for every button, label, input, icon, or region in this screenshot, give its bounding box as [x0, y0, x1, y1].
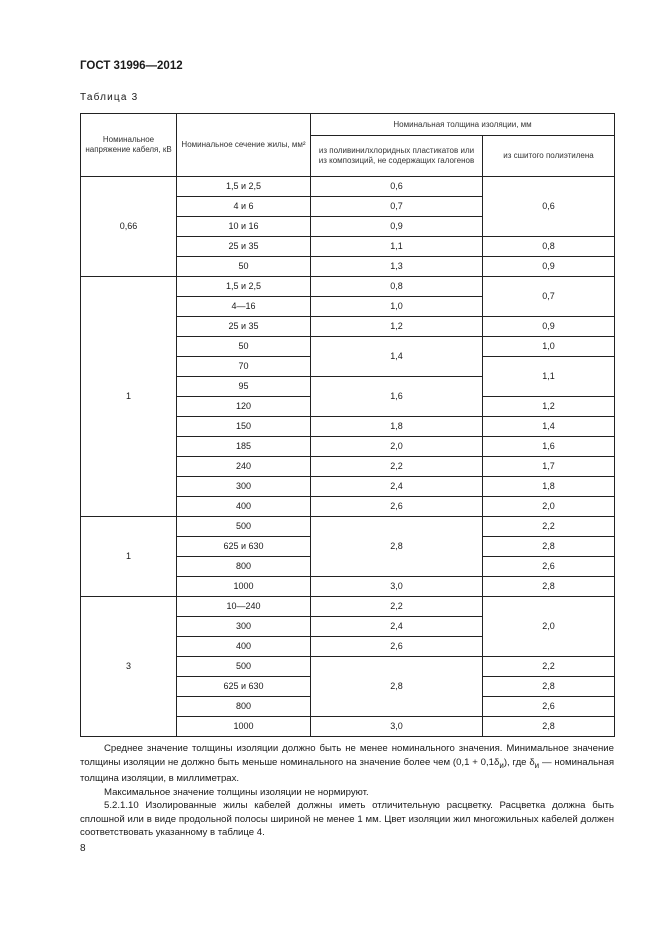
section-cell: 800	[177, 557, 311, 577]
section-cell: 625 и 630	[177, 537, 311, 557]
pvc-cell: 2,4	[311, 477, 483, 497]
voltage-cell: 3	[81, 597, 177, 737]
section-cell: 70	[177, 357, 311, 377]
subscript: и	[534, 760, 540, 770]
page-number: 8	[80, 843, 86, 854]
xlpe-cell: 2,6	[483, 557, 615, 577]
pvc-cell: 2,6	[311, 497, 483, 517]
table-caption: Таблица 3	[80, 92, 139, 103]
pvc-cell: 2,6	[311, 637, 483, 657]
header-section: Номинальное сечение жилы, мм²	[177, 114, 311, 177]
xlpe-cell: 2,8	[483, 717, 615, 737]
paragraph-text: ), где δ	[503, 756, 535, 768]
xlpe-cell: 1,4	[483, 417, 615, 437]
xlpe-cell: 1,7	[483, 457, 615, 477]
section-cell: 1,5 и 2,5	[177, 177, 311, 197]
xlpe-cell: 2,8	[483, 577, 615, 597]
pvc-cell: 2,8	[311, 517, 483, 577]
pvc-cell: 1,3	[311, 257, 483, 277]
section-cell: 625 и 630	[177, 677, 311, 697]
section-cell: 10 и 16	[177, 217, 311, 237]
xlpe-cell: 0,6	[483, 177, 615, 237]
xlpe-cell: 1,8	[483, 477, 615, 497]
pvc-cell: 1,4	[311, 337, 483, 377]
pvc-cell: 1,1	[311, 237, 483, 257]
xlpe-cell: 2,6	[483, 697, 615, 717]
paragraph-text: Среднее значение толщины изоляции должно быть не менее номинального значения. Минимальное значение толщины изоляции не должно быть меньше номинального на значение более чем (0,1 + 0,1δ	[80, 743, 614, 768]
section-cell: 1000	[177, 577, 311, 597]
header-pvc: из поливинилхлоридных пластикатов или из композиций, не содержащих галогенов	[311, 136, 483, 177]
section-cell: 400	[177, 497, 311, 517]
section-cell: 500	[177, 517, 311, 537]
voltage-cell: 0,66	[81, 177, 177, 277]
section-cell: 240	[177, 457, 311, 477]
xlpe-cell: 0,8	[483, 237, 615, 257]
section-cell: 185	[177, 437, 311, 457]
section-cell: 95	[177, 377, 311, 397]
section-cell: 50	[177, 337, 311, 357]
xlpe-cell: 1,2	[483, 397, 615, 417]
section-cell: 500	[177, 657, 311, 677]
section-cell: 800	[177, 697, 311, 717]
xlpe-cell: 0,9	[483, 317, 615, 337]
pvc-cell: 0,7	[311, 197, 483, 217]
voltage-cell: 1	[81, 517, 177, 597]
pvc-cell: 0,9	[311, 217, 483, 237]
xlpe-cell: 2,0	[483, 597, 615, 657]
section-cell: 300	[177, 617, 311, 637]
header-row	[81, 114, 615, 136]
pvc-cell: 2,4	[311, 617, 483, 637]
section-cell: 120	[177, 397, 311, 417]
paragraph-text: — номинальная толщина изоляции, в миллиметрах.	[80, 756, 615, 785]
table-row	[81, 517, 615, 537]
header-xlpe: из сшитого полиэтилена	[483, 136, 615, 177]
pvc-cell: 1,6	[311, 377, 483, 417]
pvc-cell: 2,0	[311, 437, 483, 457]
section-cell: 25 и 35	[177, 237, 311, 257]
pvc-cell: 2,2	[311, 457, 483, 477]
pvc-cell: 1,0	[311, 297, 483, 317]
xlpe-cell: 2,0	[483, 497, 615, 517]
xlpe-cell: 1,6	[483, 437, 615, 457]
xlpe-cell: 2,2	[483, 657, 615, 677]
pvc-cell: 0,8	[311, 277, 483, 297]
standard-title: ГОСТ 31996—2012	[80, 60, 183, 72]
paragraph-thickness	[80, 742, 614, 786]
voltage-cell: 1	[81, 277, 177, 517]
header-voltage: Номинальное напряжение кабеля, кВ	[81, 114, 177, 177]
section-cell: 10—240	[177, 597, 311, 617]
section-cell: 1000	[177, 717, 311, 737]
xlpe-cell: 1,0	[483, 337, 615, 357]
table-row	[81, 597, 615, 617]
xlpe-cell: 2,8	[483, 677, 615, 697]
pvc-cell: 0,6	[311, 177, 483, 197]
pvc-cell: 1,8	[311, 417, 483, 437]
section-cell: 4 и 6	[177, 197, 311, 217]
paragraph-max: Максимальное значение толщины изоляции не нормируют.	[104, 786, 369, 798]
table-row	[81, 177, 615, 197]
section-cell: 300	[177, 477, 311, 497]
xlpe-cell: 0,7	[483, 277, 615, 317]
header-thickness-group: Номинальная толщина изоляции, мм	[311, 114, 615, 136]
paragraph-coloring: 5.2.1.10 Изолированные жилы кабелей должны иметь отличительную расцветку. Расцветка должна быть сплошной или в виде продольной полосы шириной не менее 1 мм. Цвет изоляции жил многожильных кабелей должен соответствовать указанному в таблице 4.	[80, 800, 614, 839]
section-cell: 400	[177, 637, 311, 657]
xlpe-cell: 2,8	[483, 537, 615, 557]
pvc-cell: 2,2	[311, 597, 483, 617]
subscript: и	[499, 760, 504, 770]
section-cell: 25 и 35	[177, 317, 311, 337]
section-cell: 1,5 и 2,5	[177, 277, 311, 297]
body-text	[80, 742, 614, 840]
pvc-cell: 2,8	[311, 657, 483, 717]
section-cell: 4—16	[177, 297, 311, 317]
pvc-cell: 3,0	[311, 577, 483, 597]
xlpe-cell: 1,1	[483, 357, 615, 397]
pvc-cell: 3,0	[311, 717, 483, 737]
section-cell: 150	[177, 417, 311, 437]
xlpe-cell: 2,2	[483, 517, 615, 537]
section-cell: 50	[177, 257, 311, 277]
pvc-cell: 1,2	[311, 317, 483, 337]
xlpe-cell: 0,9	[483, 257, 615, 277]
insulation-thickness-table	[80, 113, 615, 737]
table-row	[81, 277, 615, 297]
